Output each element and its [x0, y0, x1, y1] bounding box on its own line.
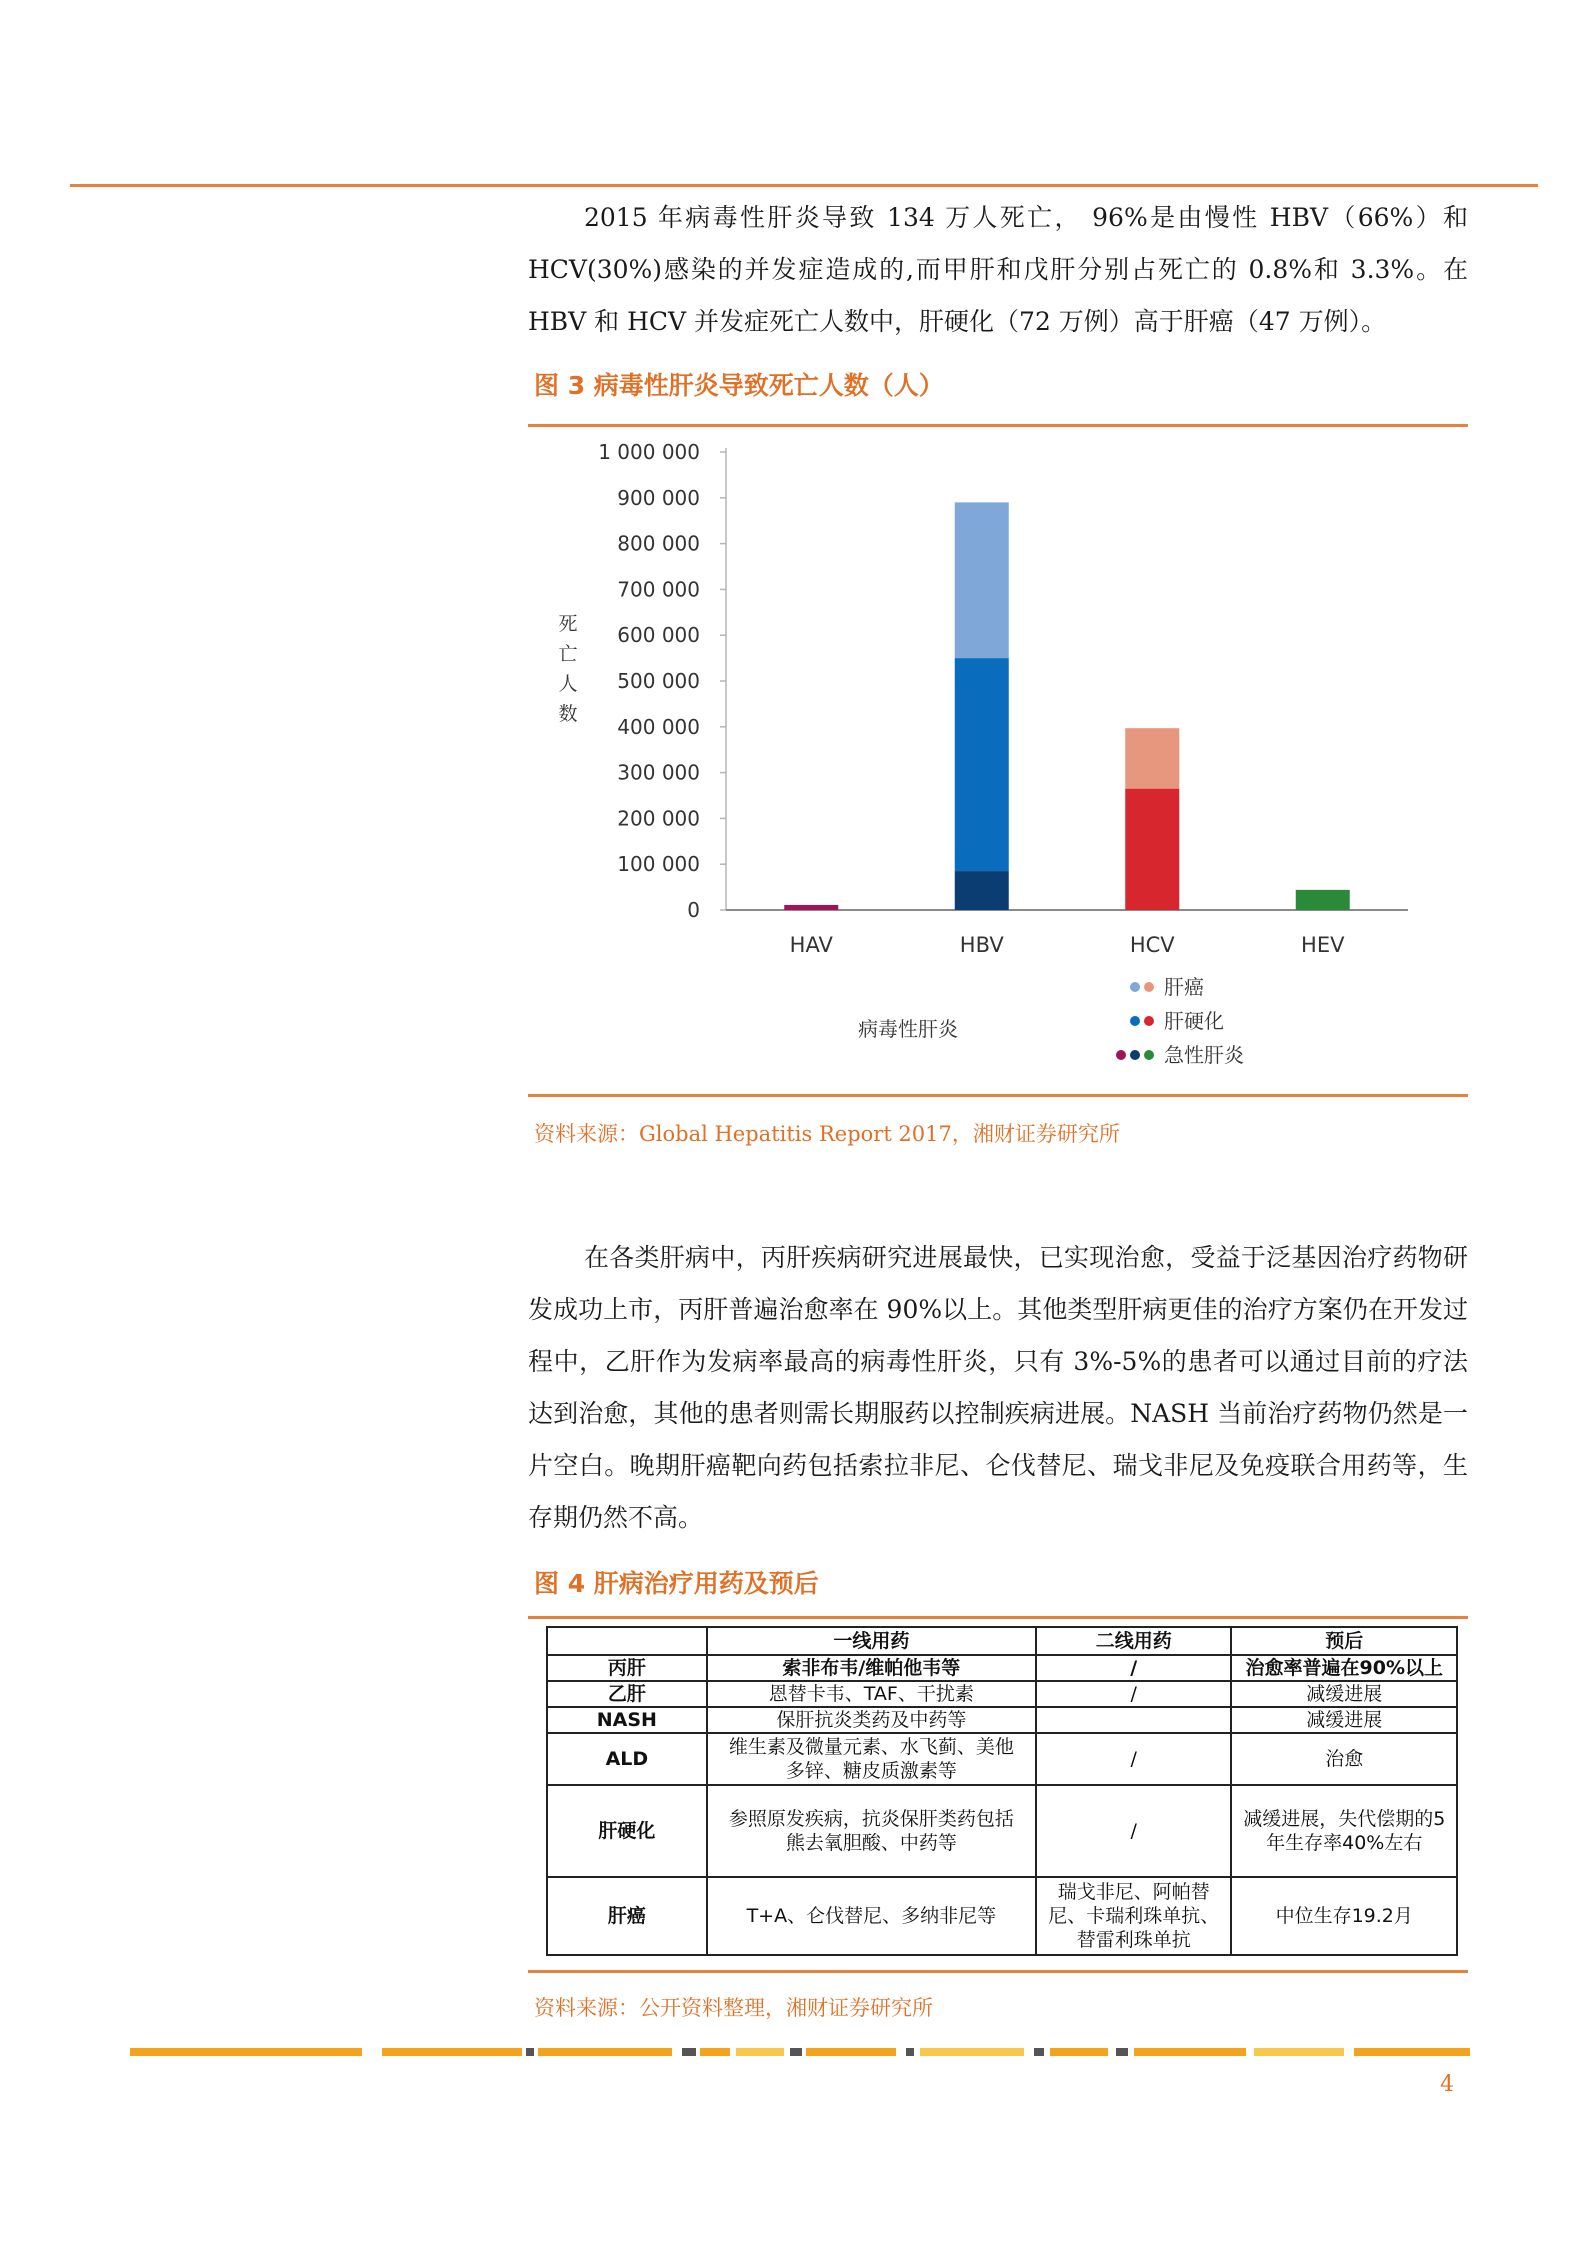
table-cell: NASH	[547, 1707, 707, 1733]
table-cell	[1036, 1707, 1232, 1733]
header-rule	[70, 184, 1538, 187]
table-cell: 治愈	[1231, 1733, 1457, 1785]
y-tick-label: 1 000 000	[598, 440, 700, 464]
y-tick-label: 900 000	[617, 485, 700, 510]
table-cell: 中位生存19.2月	[1231, 1877, 1457, 1955]
table-cell: 恩替卡韦、TAF、干扰素	[707, 1681, 1036, 1707]
figure-4-title: 图 4 肝病治疗用药及预后	[534, 1569, 819, 1598]
x-tick-label: HCV	[1129, 933, 1175, 957]
table-cell: 减缓进展	[1231, 1681, 1457, 1707]
y-tick-label: 600 000	[617, 623, 700, 648]
table-row	[547, 1707, 1457, 1733]
bar-hbv-segment	[955, 502, 1009, 658]
y-tick-label: 400 000	[617, 714, 700, 739]
table-cell: 减缓进展，失代偿期的5年生存率40%左右	[1231, 1785, 1457, 1877]
x-tick-label: HBV	[959, 933, 1004, 957]
table-cell: ALD	[547, 1733, 707, 1785]
table-row	[547, 1785, 1457, 1877]
table-cell: 维生素及微量元素、水飞蓟、美他多锌、糖皮质激素等	[707, 1733, 1036, 1785]
paragraph-1	[528, 192, 1468, 348]
legend-dot	[1144, 1016, 1154, 1026]
table-header: 预后	[1231, 1627, 1457, 1655]
x-axis-label: 病毒性肝炎	[858, 1017, 958, 1041]
figure-4-source: 资料来源：公开资料整理，湘财证券研究所	[534, 1996, 933, 2020]
table-cell: T+A、仑伐替尼、多纳非尼等	[707, 1877, 1036, 1955]
table-cell: 索非布韦/维帕他韦等	[707, 1655, 1036, 1681]
table-cell: 丙肝	[547, 1655, 707, 1681]
table-cell: 保肝抗炎类药及中药等	[707, 1707, 1036, 1733]
legend-label: 急性肝炎	[1164, 1043, 1244, 1067]
figure-3-top-rule	[528, 424, 1468, 427]
figure-3-bottom-rule	[528, 1094, 1468, 1097]
paragraph-2-text: 在各类肝病中，丙肝疾病研究进展最快，已实现治愈，受益于泛基因治疗药物研发成功上市，丙肝普遍治愈率在 90%以上。其他类型肝病更佳的治疗方案仍在开发过程中，乙肝作为发病率最高的病毒性肝炎，只有 3%-5%的患者可以通过目前的疗法达到治愈，其他的患者则需长期服药以控制疾病进展。NASH 当前治疗药物仍然是一片空白。晚期肝癌靶向药包括索拉非尼、仑伐替尼、瑞戈非尼及免疫联合用药等，生存期仍然不高。	[528, 1243, 1468, 1532]
table-row	[547, 1655, 1457, 1681]
bar-hev-segment	[1296, 890, 1350, 910]
y-axis-label-char: 死	[558, 613, 578, 635]
table-header	[547, 1627, 707, 1655]
y-tick-label: 0	[687, 898, 700, 922]
y-tick-label: 200 000	[617, 806, 700, 831]
bar-hav-segment	[784, 905, 838, 910]
table-cell: /	[1036, 1785, 1232, 1877]
legend-dot	[1144, 1050, 1154, 1060]
y-axis-label-char: 亡	[558, 643, 578, 665]
table-row	[547, 1681, 1457, 1707]
figure-4-bottom-rule	[528, 1970, 1468, 1973]
page-number: 4	[1440, 2072, 1454, 2097]
table-header: 二线用药	[1036, 1627, 1232, 1655]
figure-3-source: 资料来源：Global Hepatitis Report 2017，湘财证券研究所	[534, 1122, 1120, 1146]
bar-hbv-segment	[955, 871, 1009, 910]
y-tick-label: 500 000	[617, 669, 700, 693]
table-cell: 减缓进展	[1231, 1707, 1457, 1733]
bar-hbv-segment	[955, 658, 1009, 871]
table-row	[547, 1733, 1457, 1785]
y-tick-label: 300 000	[617, 760, 700, 785]
table-cell: /	[1036, 1655, 1232, 1681]
table-header: 一线用药	[707, 1627, 1036, 1655]
table-cell: 治愈率普遍在90%以上	[1231, 1655, 1457, 1681]
table-cell: 肝癌	[547, 1877, 707, 1955]
legend-label: 肝硬化	[1164, 1009, 1224, 1033]
y-tick-label: 100 000	[617, 852, 700, 877]
y-axis-label-char: 数	[558, 703, 578, 725]
bar-hcv-segment	[1125, 728, 1179, 788]
table-cell: /	[1036, 1733, 1232, 1785]
paragraph-2	[528, 1232, 1468, 1544]
y-axis-label-char: 人	[558, 673, 578, 695]
x-tick-label: HAV	[789, 933, 833, 957]
table-cell: 参照原发疾病，抗炎保肝类药包括熊去氧胆酸、中药等	[707, 1785, 1036, 1877]
paragraph-1-text: 2015 年病毒性肝炎导致 134 万人死亡， 96%是由慢性 HBV（66%）和 HCV(30%)感染的并发症造成的,而甲肝和戊肝分别占死亡的 0.8%和 3.3%。在 HBV 和 HCV 并发症死亡人数中，肝硬化（72 万例）高于肝癌（47 万例）。	[528, 203, 1468, 336]
legend-dot	[1130, 1016, 1140, 1026]
table-cell: 瑞戈非尼、阿帕替尼、卡瑞利珠单抗、替雷利珠单抗	[1036, 1877, 1232, 1955]
footer-band	[130, 2048, 1470, 2056]
figure-4-top-rule	[528, 1616, 1468, 1619]
table-header-row	[547, 1627, 1457, 1655]
deaths-chart	[528, 430, 1468, 1090]
figure-3-title: 图 3 病毒性肝炎导致死亡人数（人）	[534, 371, 944, 400]
x-tick-label: HEV	[1301, 933, 1345, 957]
legend-dot	[1116, 1050, 1126, 1060]
treatment-table	[546, 1626, 1458, 1956]
legend-label: 肝癌	[1164, 975, 1204, 999]
y-tick-label: 800 000	[617, 531, 700, 556]
legend-dot	[1144, 982, 1154, 992]
legend-dot	[1130, 1050, 1140, 1060]
bar-hcv-segment	[1125, 789, 1179, 910]
table-cell: /	[1036, 1681, 1232, 1707]
table-cell: 肝硬化	[547, 1785, 707, 1877]
y-tick-label: 700 000	[617, 577, 700, 602]
table-row	[547, 1877, 1457, 1955]
table-cell: 乙肝	[547, 1681, 707, 1707]
legend-dot	[1130, 982, 1140, 992]
